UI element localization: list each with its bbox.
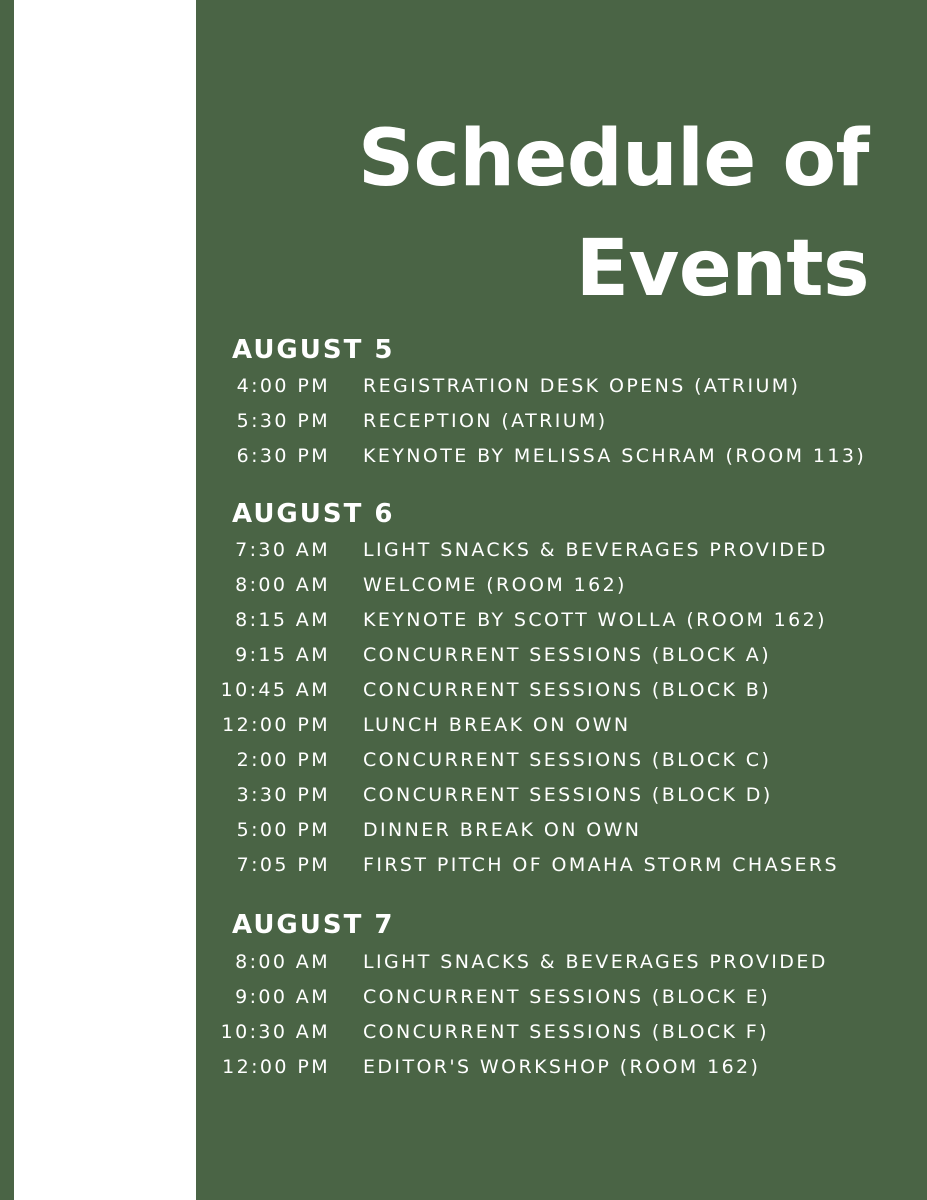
schedule-row [200, 609, 927, 639]
event-time: 2:00 PM [236, 749, 330, 771]
schedule-row [200, 854, 927, 884]
event-title: FIRST PITCH OF OMAHA STORM CHASERS [363, 854, 839, 876]
event-time: 4:00 PM [236, 375, 330, 397]
schedule-row [200, 1021, 927, 1051]
event-time: 8:00 AM [235, 574, 330, 596]
event-title: CONCURRENT SESSIONS (BLOCK E) [363, 986, 771, 1008]
schedule-row [200, 951, 927, 981]
event-time: 8:15 AM [235, 609, 330, 631]
event-title: CONCURRENT SESSIONS (BLOCK A) [363, 644, 772, 666]
event-time: 10:45 AM [220, 679, 330, 701]
schedule-row [200, 574, 927, 604]
event-title: DINNER BREAK ON OWN [363, 819, 642, 841]
event-title: REGISTRATION DESK OPENS (ATRIUM) [363, 375, 801, 397]
event-time: 8:00 AM [235, 951, 330, 973]
event-time: 9:00 AM [235, 986, 330, 1008]
event-title: KEYNOTE BY SCOTT WOLLA (ROOM 162) [363, 609, 827, 631]
schedule-row [200, 986, 927, 1016]
schedule-row [200, 375, 927, 405]
event-title: WELCOME (ROOM 162) [363, 574, 627, 596]
event-title: LIGHT SNACKS & BEVERAGES PROVIDED [363, 539, 828, 561]
event-time: 6:30 PM [236, 445, 330, 467]
schedule-row [200, 539, 927, 569]
event-time: 7:30 AM [235, 539, 330, 561]
schedule-row [200, 819, 927, 849]
schedule-row [200, 714, 927, 744]
white-stripe [14, 0, 196, 1200]
day-heading-aug-5: AUGUST 5 [232, 335, 395, 365]
event-time: 9:15 AM [235, 644, 330, 666]
schedule-row [200, 410, 927, 440]
event-title: CONCURRENT SESSIONS (BLOCK F) [363, 1021, 769, 1043]
schedule-row [200, 784, 927, 814]
schedule-row [200, 644, 927, 674]
schedule-row [200, 445, 927, 475]
event-title: CONCURRENT SESSIONS (BLOCK C) [363, 749, 772, 771]
event-title: CONCURRENT SESSIONS (BLOCK B) [363, 679, 772, 701]
day-heading-aug-6: AUGUST 6 [232, 499, 395, 529]
event-time: 5:00 PM [236, 819, 330, 841]
page-title [358, 104, 869, 324]
event-title: RECEPTION (ATRIUM) [363, 410, 608, 432]
event-time: 12:00 PM [222, 1056, 330, 1078]
event-time: 7:05 PM [236, 854, 330, 876]
event-title: CONCURRENT SESSIONS (BLOCK D) [363, 784, 773, 806]
event-title: EDITOR'S WORKSHOP (ROOM 162) [363, 1056, 761, 1078]
event-time: 3:30 PM [236, 784, 330, 806]
event-time: 5:30 PM [236, 410, 330, 432]
title-line-2: Events [575, 224, 869, 314]
event-title: KEYNOTE BY MELISSA SCHRAM (ROOM 113) [363, 445, 867, 467]
day-heading-aug-7: AUGUST 7 [232, 910, 395, 940]
schedule-row [200, 679, 927, 709]
event-time: 10:30 AM [220, 1021, 330, 1043]
schedule-row [200, 1056, 927, 1086]
event-time: 12:00 PM [222, 714, 330, 736]
event-title: LIGHT SNACKS & BEVERAGES PROVIDED [363, 951, 828, 973]
title-line-1: Schedule of [357, 114, 869, 204]
event-title: LUNCH BREAK ON OWN [363, 714, 631, 736]
schedule-row [200, 749, 927, 779]
